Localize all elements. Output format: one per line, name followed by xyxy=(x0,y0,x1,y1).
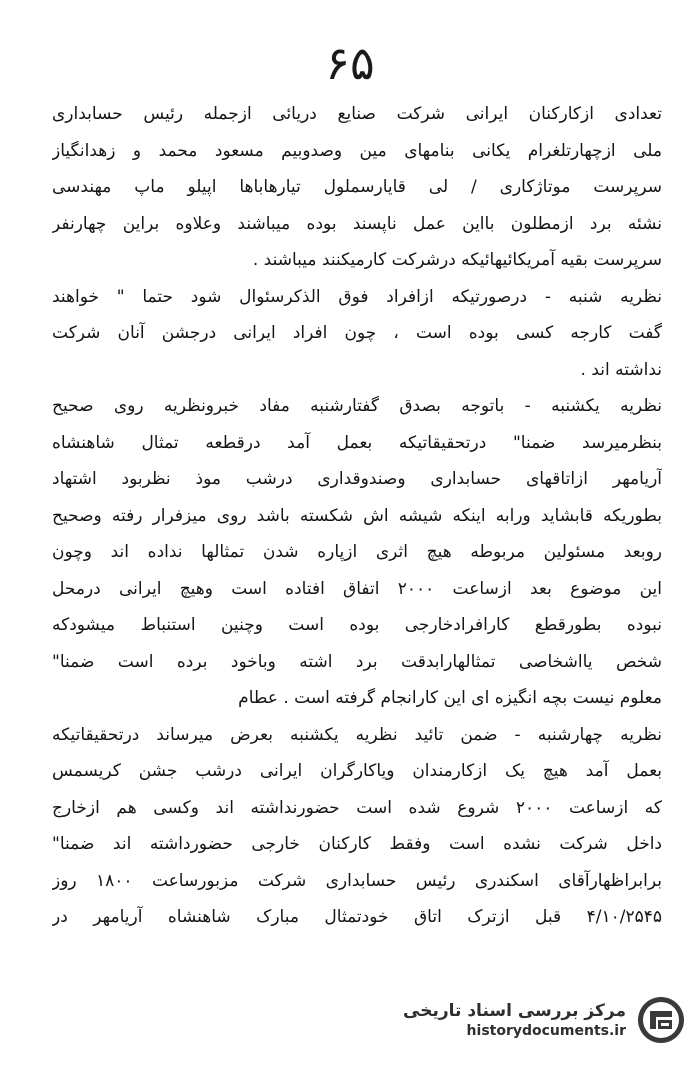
text-line: نظریه چهارشنبه - ضمن تائید نظریه یکشنبه بعرض میرساند درتحقیقاتیکه xyxy=(52,724,662,745)
text-line: سرپرست بقیه آمریکائیهائیکه درشرکت کارمیکنند میباشند . xyxy=(252,250,662,270)
text-line: نبوده بطورقطع کارافرادخارجی بوده است وچنین استنباط میشودکه xyxy=(52,615,662,635)
archive-logo-icon xyxy=(636,995,686,1045)
watermark-footer xyxy=(403,995,686,1045)
text-line: بطوریکه قابشاید ورابه اینکه شیشه اش شکسته باشد روی میزفرار رفته وصحیح xyxy=(52,505,662,526)
text-line: معلوم نیست بچه انگیزه ای این کارانجام گرفته است . عطام xyxy=(238,688,662,708)
watermark-text xyxy=(403,1000,626,1040)
text-line: روبعد مسئولین مربوطه هیچ اثری ازپاره شدن تمثالها نداده اند وچون xyxy=(52,542,662,562)
text-line: نظریه شنبه - درصورتیکه ازافراد فوق الذکرسئوال شود حتما " خواهند xyxy=(52,286,662,307)
document-body xyxy=(52,96,662,936)
text-line: سرپرست موتاژکاری / لی قایارسملول تیارهاباها اپیلو ماپ مهندسی xyxy=(52,177,662,197)
text-line: که ازساعت ۲۰۰۰ شروع شده است حضورنداشته اند وکسی هم ازخارج xyxy=(52,797,662,818)
text-line: بنظرمیرسد ضمنا" درتحقیقاتیکه بعمل آمد درقطعه تمثال شاهنشاه xyxy=(52,432,662,453)
watermark-site-name: مرکز بررسی اسناد تاریخی xyxy=(403,1001,626,1021)
text-line: نشئه برد ازمطلون بااین عمل ناپسند بوده میباشند وعلاوه براین چهارنفر xyxy=(52,213,662,234)
watermark-url: historydocuments.ir xyxy=(466,1023,626,1039)
text-line: آریامهر ازاتاقهای حسابداری وصندوقداری درشب موذ نظربود اشتهاد xyxy=(52,469,662,489)
text-line: نظریه یکشنبه - باتوجه بصدق گفتارشنبه مفاد خبرونظریه روی صحیح xyxy=(52,396,662,416)
text-line: ۴/۱۰/۲۵۴۵ قبل ازترک اتاق خودتمثال مبارک شاهنشاه آریامهر در xyxy=(52,907,662,927)
text-line: ملی ازچهارتلغرام یکانی بنامهای مین وصدوبیم مسعود محمد و زهدانگیاز xyxy=(52,140,662,161)
text-line: شخص یااشخاصی تمثالهارابدقت برد اشته وباخود برده است ضمنا" xyxy=(52,651,662,672)
text-line: این موضوع بعد ازساعت ۲۰۰۰ اتفاق افتاده است وهیچ ایرانی درمحل xyxy=(52,578,662,599)
text-line: گفت کارجه کسی بوده است ، چون افراد ایرانی درجشن آنان شرکت xyxy=(52,323,662,343)
page-number: ۶۵ xyxy=(325,36,375,90)
text-line: بعمل آمد هیچ یک ازکارمندان ویاکارگران ایرانی درشب جشن کریسمس xyxy=(52,761,662,781)
text-line: برابراظهارآقای اسکندری رئیس حسابداری شرکت مزبورساعت ۱۸۰۰ روز xyxy=(52,870,662,891)
text-line: نداشته اند . xyxy=(580,359,662,380)
text-line: تعدادی ازکارکنان ایرانی شرکت صنایع دریائی ازجمله رئیس حسابداری xyxy=(52,104,662,124)
text-line: داخل شرکت نشده است وفقط کارکنان خارجی حضورداشته اند ضمنا" xyxy=(52,834,662,854)
